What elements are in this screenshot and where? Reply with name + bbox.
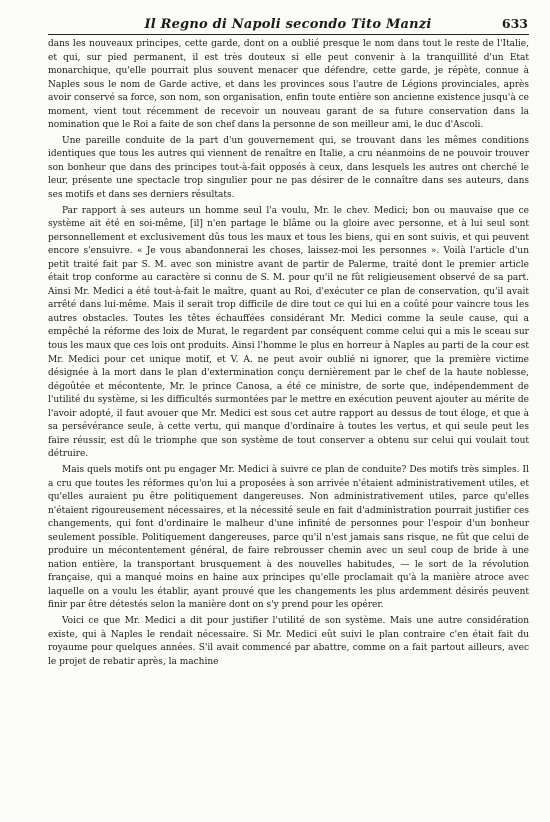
running-header bbox=[48, 8, 528, 32]
paragraph-3: Par rapport à ses auteurs un homme seul l'a voulu, Mr. le chev. Medici; bon ou mauvaise que ce système ait été en soi-même, [il] n'en partage le blâme ou la gloire avec personne, et à lui seul sont personnellement et exclusivement dûs tous les maux et tous les biens, qui en sont suivis, et qui peuvent encore s'ensuivre. « Je vous abandonnerai les choses, laissez-moi les personnes ». Voilà l'article d'un petit traité fait par S. M. avec son ministre avant de partir de Palerme, traité dont le premier article était trop conforme au caractère si connu de S. M. pour qu'il ne fût religieusement observé de sa part. Ainsi Mr. Medici a été tout-à-fait le maître, quant au Roi, d'exécuter ce plan de conservation, qu'il avait arrêté dans lui-même. Mais il serait trop difficile de dire tout ce qui lui en a coûté pour vaincre tous les autres obstacles. Toutes les têtes échauffées considérant Mr. Medici comme la seule cause, qui a empêché la réforme des loix de Murat, le regardent par conséquent comme celui qui a mis le sceau sur tous les maux que ces lois ont produits. Ainsi l'homme le plus en horreur à Naples au parti de la cour est Mr. Medici pour cet unique motif, et V. A. ne peut avoir oublié ni ignorer, que la première victime désignée à la mort dans le plan d'extermination conçu dernièrement par le chef de la haute noblesse, dégoûtée et mécontente, Mr. le prince Canosa, a été ce ministre, de sorte que, indépendemment de l'utilité du système, si les difficultés surmontées par le mettre en exécution peuvent ajouter au mérite de l'avoir adopté, il faut avouer que Mr. Medici est sous cet autre rapport au dessus de tout éloge, et que à sa persévérance seule, à cette vertu, qui manque d'ordinaire à toutes les vertus, et qui seule peut les faire réussir, est dû le triomphe que son système de tout conserver a obtenu sur celui qui voulait tout détruire. bbox=[48, 205, 529, 460]
paragraph-4: Mais quels motifs ont pu engager Mr. Medici à suivre ce plan de conduite? Des motifs très simples. Il a cru que toutes les réformes qu'on lui a proposées à son arrivée n'étaient administrativement utiles, et qu'elles auraient pu être politiquement dangereuses. Non administrativement utiles, parce qu'elles n'étaient rigoureusement nécessaires, et la nécessité seule en fait d'administration pourrait justifier ces changements, qui font d'ordinaire le malheur d'une infinité de personnes pour l'espoir d'un bonheur seulement possible. Politiquement dangereuses, parce qu'il n'est jamais sans risque, ne fût que celui de produire un mécontentement général, de faire rebrousser chemin avec un seul coup de bride à une nation entière, la transportant brusquement à des nouvelles habitudes, — le sort de la révolution française, qui a manqué moins en haine aux principes qu'elle proclamait qu'à la manière atroce avec laquelle on a voulu les établir, ayant prouvé que les changements les plus ardemment désirés peuvent finir par être détestés selon la manière dont on s'y prend pour les opérer. bbox=[48, 464, 529, 611]
body-text bbox=[48, 38, 529, 671]
header-rule bbox=[48, 34, 529, 35]
paragraph-1: dans les nouveaux principes, cette garde, dont on a oublié presque le nom dans tout le reste de l'Italie, et qui, sur pied permanent, il est très douteux si elle peut convenir à la tranquillité d'un Etat monarchique, qu'elle pourrait plus souvent menacer que défendre, cette garde, je répète, connue à Naples sous le nom de Garde active, et dans les provinces sous l'autre de Légions provinciales, après avoir conservé sa force, son nom, son organisation, enfin toute entière son ancienne existence jusqu'à ce moment, vient tout récemment de recevoir un nouveau garant de sa future conservation dans la nomination que le Roi a faite de son chef dans la personne de son meilleur ami, le duc d'Ascoli. bbox=[48, 39, 529, 131]
paragraph-2: Une pareille conduite de la part d'un gouvernement qui, se trouvant dans les mêmes conditions identiques que tous les autres qui viennent de renaître en Italie, a cru néanmoins de ne pouvoir trouver son bonheur que dans des principes tout-à-fait opposés à ceux, dans lesquels les autres ont cherché le leur, présente une spectacle trop singulier pour ne pas désirer de le connaître dans ses auteurs, dans ses motifs et dans ses derniers résultats. bbox=[48, 135, 529, 201]
running-title: Il Regno di Napoli secondo Tito Manzi bbox=[144, 17, 432, 32]
page-number: 633 bbox=[501, 16, 528, 31]
paragraph-5: Voici ce que Mr. Medici a dit pour justifier l'utilité de son système. Mais une autre considération existe, qui à Naples le rendait nécessaire. Si Mr. Medici eût suivi le plan contraire c'en était fait du royaume pour quelques années. S'il avait commencé par abattre, comme on a fait partout ailleurs, avec le projet de rebatir après, la machine bbox=[48, 615, 529, 667]
